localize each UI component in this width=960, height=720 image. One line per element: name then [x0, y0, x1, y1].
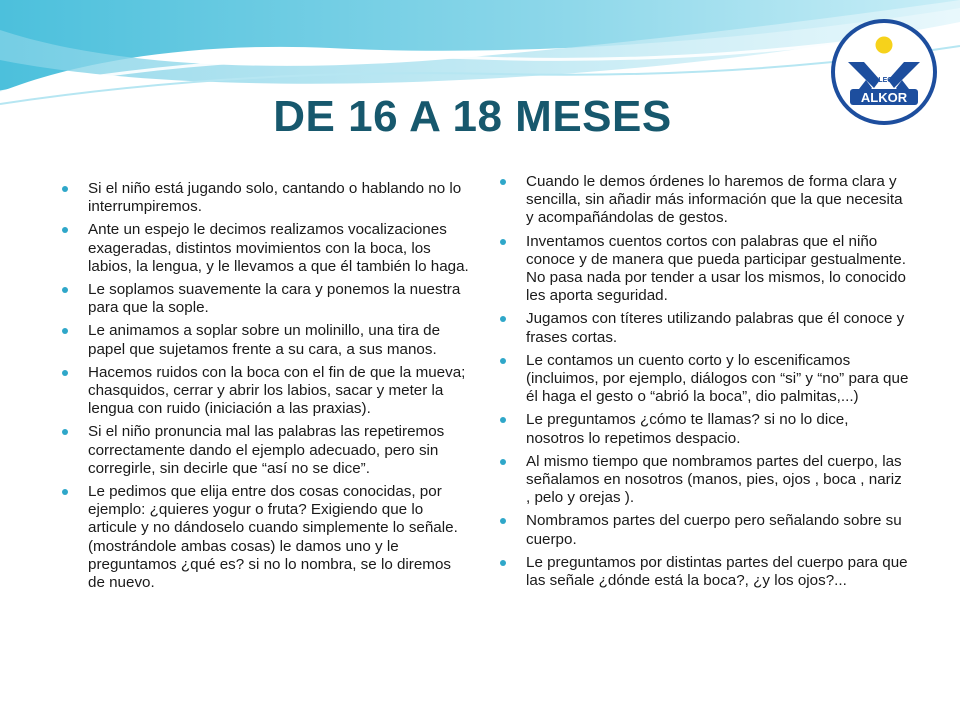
bullet-text: Le soplamos suavemente la cara y ponemos la nuestra para que la sople. [88, 281, 461, 317]
bullet-dot-icon [500, 239, 506, 245]
bullet-dot-icon [62, 429, 68, 435]
left-bullet-list [62, 180, 472, 597]
bullet-text: Hacemos ruidos con la boca con el fin de que la mueva; chasquidos, cerrar y abrir los labios, sacar y meter la lengua con ruido (iniciación a las praxias). [88, 363, 466, 418]
bullet-item [500, 512, 910, 548]
bullet-dot-icon [62, 287, 68, 293]
bullet-dot-icon [62, 328, 68, 334]
bullet-item [62, 322, 472, 358]
bullet-dot-icon [62, 186, 68, 192]
bullet-text: Le pedimos que elija entre dos cosas conocidas, por ejemplo: ¿quieres yogur o fruta? Exigiendo que lo articule y no dándoselo cuando simplemente lo señale. (mostrándole ambas cosas) le damos uno y le preguntamos ¿qué es? si no lo nombra, se lo diremos de nuevo. [88, 483, 458, 592]
bullet-dot-icon [500, 358, 506, 364]
bullet-item [62, 221, 472, 276]
bullet-dot-icon [500, 179, 506, 185]
bullet-item [500, 310, 910, 346]
bullet-text: Le animamos a soplar sobre un molinillo, una tira de papel que sujetamos frente a su cara, a sus manos. [88, 322, 441, 358]
bullet-text: Ante un espejo le decimos realizamos vocalizaciones exageradas, distintos movimientos con la boca, los labios, la lengua, y le llevamos a que él también lo haga. [88, 221, 469, 275]
bullet-dot-icon [62, 227, 68, 233]
bullet-item [62, 281, 472, 317]
slide-title: DE 16 A 18 MESES [273, 92, 672, 141]
logo-subtitle: COLEGIO [867, 77, 901, 84]
bullet-text: Nombramos partes del cuerpo pero señalando sobre su cuerpo. [526, 512, 902, 548]
bullet-item [62, 483, 472, 592]
bullet-dot-icon [500, 459, 506, 465]
right-bullet-list [500, 173, 910, 595]
bullet-item [500, 554, 910, 590]
bullet-dot-icon [62, 489, 68, 495]
bullet-item [500, 173, 910, 228]
logo-name: ALKOR [860, 90, 908, 105]
bullet-text: Si el niño pronuncia mal las palabras las repetiremos correctamente dando el ejemplo adecuado, pero sin corregirle, sin decirle que “así no se dice”. [88, 423, 445, 477]
bullet-item [500, 233, 910, 306]
bullet-text: Le contamos un cuento corto y lo escenificamos (incluimos, por ejemplo, diálogos con “si” y “no” para que él haga el gesto o “abrió la boca”, dio palmitas,...) [526, 351, 909, 406]
bullet-text: Cuando le demos órdenes lo haremos de forma clara y sencilla, sin añadir más información que la que necesita y acompañándolas de gestos. [526, 173, 903, 227]
bullet-dot-icon [500, 560, 506, 566]
bullet-item [62, 364, 472, 419]
bullet-text: Le preguntamos ¿cómo te llamas? si no lo dice, nosotros lo repetimos despacio. [526, 411, 849, 447]
bullet-item [500, 352, 910, 407]
bullet-text: Le preguntamos por distintas partes del cuerpo para que las señale ¿dónde está la boca?, ¿y los ojos?... [526, 553, 908, 590]
bullet-text: Si el niño está jugando solo, cantando o hablando no lo interrumpiremos. [88, 180, 462, 216]
bullet-item [62, 180, 472, 216]
bullet-item [500, 411, 910, 447]
bullet-dot-icon [500, 316, 506, 322]
bullet-dot-icon [62, 370, 68, 376]
bullet-text: Al mismo tiempo que nombramos partes del cuerpo, las señalamos en nosotros (manos, pies, ojos , boca , nariz , pelo y orejas ). [526, 452, 902, 507]
bullet-text: Jugamos con títeres utilizando palabras que él conoce y frases cortas. [526, 310, 905, 346]
bullet-text: Inventamos cuentos cortos con palabras que el niño conoce y de manera que pueda participar gestualmente. No pasa nada por tender a usar los mismos, lo conocido les aporta seguridad. [526, 232, 906, 305]
bullet-dot-icon [500, 417, 506, 423]
bullet-item [500, 453, 910, 508]
bullet-item [62, 423, 472, 478]
bullet-dot-icon [500, 518, 506, 524]
